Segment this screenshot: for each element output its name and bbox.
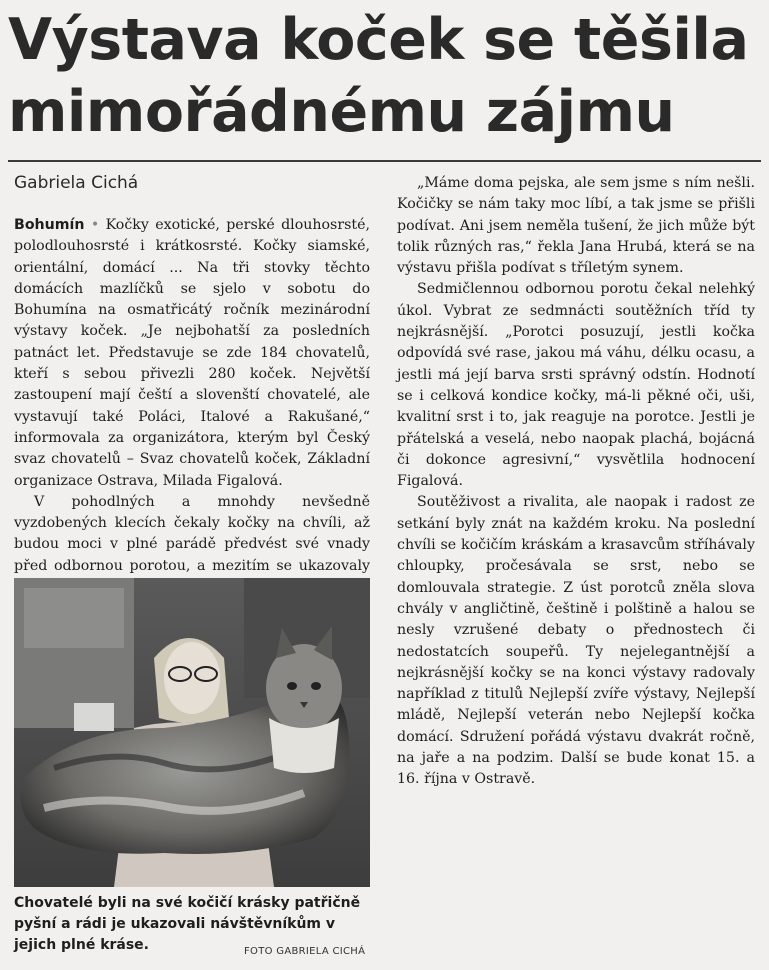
article-paragraph-3: „Máme doma pejska, ale sem jsme s ním nešli. Kočičky se nám taky moc líbí, a tak jsme se přišli podívat. Ani jsem neměla tušení, že jich může být tolik různých ras,“ řekla Jana Hrubá, která se na výstavu přišla podívat s tříletým synem.	[397, 175, 755, 277]
article-paragraph-4: Sedmičlennou odbornou porotu čekal nelehký úkol. Vybrat ze sedmnácti soutěžních tříd ty nejkrásnější. „Porotci posuzují, jestli kočka odpovídá své rase, jakou má váhu, délku ocasu, a jestli má její barva srsti správný odstín. Hodnotí se i celková kondice kočky, má-li pěkné oči, uši, kvalitní srst i to, jak reaguje na porotce. Jestli je přátelská a veselá, nebo naopak plachá, bojácná či dokonce agresivní,“ vysvětlila hodnocení Figalová.	[397, 281, 755, 490]
headline-divider	[8, 160, 761, 162]
article-paragraph-5: Soutěživost a rivalita, ale naopak i radost ze setkání byly znát na každém kroku. Na poslední chvíli se kočičím kráskám a krasavcům stříhávaly chloupky, pročesávala se srst, nebo se domlouvala strategie. Z úst porotců zněla slova chvály v angličtině, češtině i polštině a halou se nesly vzrušené debaty o přednostech či nedostatcích soupeřů. Ty nejelegantnější a nejkrásnější kočky se na konci výstavy radovaly například z titulů Nejlepší zvíře výstavy, Nejlepší mládě, Nejlepší veterán nebo Nejlepší kočka domácí. Sdružení pořádá výstavu dvakrát ročně, na jaře a na podzim. Další se bude konat 15. a 16. října v Ostravě.	[397, 494, 755, 788]
headline-line-2: mimořádnému zájmu	[8, 79, 675, 145]
article-photo	[14, 578, 370, 887]
dateline-bullet: •	[90, 217, 100, 233]
article-paragraph-1	[14, 215, 370, 492]
article-headline	[8, 4, 763, 148]
photo-caption: Chovatelé byli na své kočičí krásky patřičně pyšní a rádi je ukazovali návštěvníkům v jejich plné kráse.	[14, 895, 361, 953]
paragraph-1-text: Kočky exotické, perské dlouhosrsté, polodlouhosrsté i krátkosrsté. Kočky siamské, orientální, domácí ... Na tři stovky těchto domácích mazlíčků se sjelo v sobotu do Bohumína na osmatřicátý ročník mezinárodní výstavy koček. „Je nejbohatší za posledních patnáct let. Představuje se zde 184 chovatelů, kteří s sebou přivezli 280 koček. Největší zastoupení mají čeští a slovenští chovatelé, ale vystavují také Poláci, Italové a Rakušané,“ informovala za organizátora, kterým byl Český svaz chovatelů – Svaz chovatelů koček, Základní organizace Ostrava, Milada Figalová.	[14, 217, 370, 489]
photo-credit: FOTO GABRIELA CICHÁ	[244, 946, 366, 957]
dateline-city: Bohumín	[14, 217, 85, 233]
headline-line-1: Výstava koček se těšila	[8, 7, 749, 73]
author-byline: Gabriela Cichá	[14, 173, 139, 193]
article-column-2	[397, 173, 755, 791]
article-paragraph-2: V pohodlných a mnohdy nevšedně vyzdobených klecích čekaly kočky na chvíli, až budou moci v plné parádě předvést své vnady před odbornou porotou, a mezitím se ukazovaly	[14, 493, 370, 574]
article-column-1	[14, 215, 370, 620]
photo-girl-with-cat	[14, 578, 370, 887]
